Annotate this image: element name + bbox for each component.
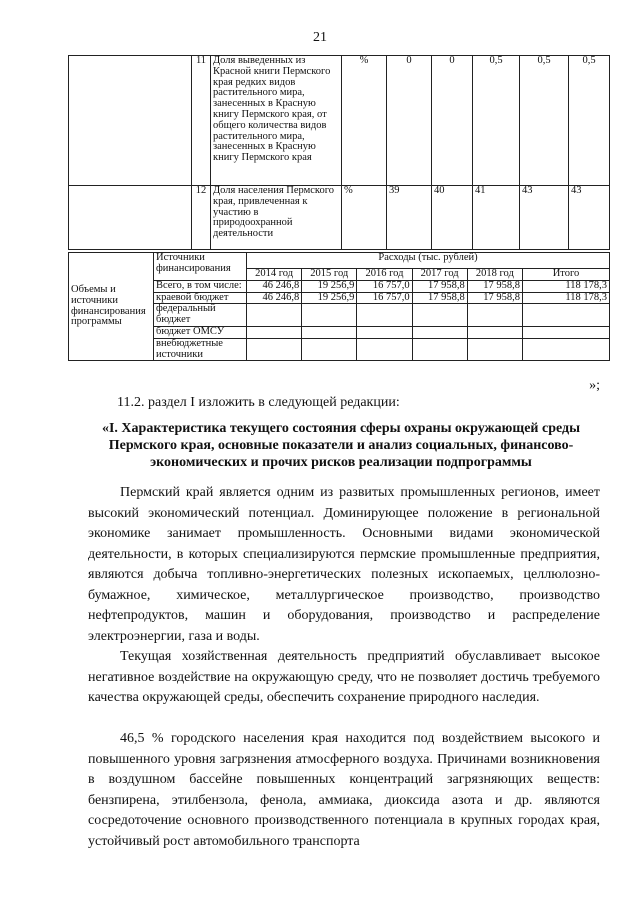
indicator-number: 12 [192,186,211,250]
amount-cell: 17 958,8 [467,292,522,304]
amount-cell [247,338,302,361]
amount-cell [412,326,467,338]
amount-cell: 19 256,9 [302,280,357,292]
closing-quote: »; [589,378,600,393]
amount-cell: 16 757,0 [357,280,412,292]
source-label: Всего, в том числе: [154,280,247,292]
indicator-value: 0,5 [473,56,520,186]
indicator-value: 0 [387,56,432,186]
section-heading: «I. Характеристика текущего состояния сферы охраны окружающей среды Пермского края, основные показатели и анализ социальных, финансово-экономических и прочих рисков реализации подпрограммы [101,421,581,470]
amount-cell [357,338,412,361]
source-label: внебюджетные источники [154,338,247,361]
source-label: краевой бюджет [154,292,247,304]
amount-cell [302,338,357,361]
amount-cell [467,326,522,338]
year-header: 2017 год [412,269,467,281]
sources-header: Источники финансирования [154,253,247,281]
amount-cell [412,338,467,361]
amount-cell [247,326,302,338]
indicator-text: Доля выведенных из Красной книги Пермского края редких видов растительного мира, занесенных в Красную книгу Пермского края, от общего количества видов растительного мира, занесенных в Красную книгу Пермского края [211,56,342,186]
amount-cell [302,326,357,338]
amount-cell [302,304,357,327]
amount-cell [523,338,610,361]
year-header: 2014 год [247,269,302,281]
amount-cell [467,338,522,361]
amount-cell [357,326,412,338]
amount-cell: 118 178,3 [523,292,610,304]
amount-cell [523,304,610,327]
indicator-value: 41 [473,186,520,250]
finance-row-label: Объемы и источники финансирования программы [69,253,154,361]
source-label: федеральный бюджет [154,304,247,327]
amount-cell: 17 958,8 [412,292,467,304]
indicator-unit: % [342,56,387,186]
indicator-value: 0,5 [520,56,569,186]
paragraph: 46,5 % городского населения края находится под воздействием высокого и повышенного уровня загрязнения атмосферного воздуха. Причинами возникновения в воздушном бассейне повышенных концентраций загрязняющих веществ: бензпирена, этилбензола, фенола, аммиака, диоксида азота и др. являются сосредоточение основного производственного потенциала в крупных городах края, устойчивый рост автомобильного транспорта [88,731,600,849]
indicator-number: 11 [192,56,211,186]
table-row [69,186,610,250]
paragraph: Пермский край является одним из развитых промышленных регионов, имеет высокий экономический потенциал. Доминирующее положение в региональной экономике занимает промышленность. Основными видами экономической деятельности, в которых специализируются пермские промышленные предприятия, являются добыча топливно-энергетических полезных ископаемых, целлюлозно-бумажное, химическое, металлургическое производство, производство нефтепродуктов, машин и оборудования, производство и распределение электроэнергии, газа и воды. [88,485,600,644]
year-header: 2016 год [357,269,412,281]
indicator-unit: % [342,186,387,250]
amendment-intro: 11.2. раздел I изложить в следующей редакции: [117,395,400,410]
amount-cell: 46 246,8 [247,292,302,304]
indicator-value: 40 [432,186,473,250]
indicators-table [68,55,610,250]
amount-cell [523,326,610,338]
indicator-value: 39 [387,186,432,250]
indicator-value: 43 [520,186,569,250]
source-label: бюджет ОМСУ [154,326,247,338]
paragraph: Текущая хозяйственная деятельность предприятий обуславливает высокое негативное воздействие на окружающую среду, что не позволяет достичь требуемого качества окружающей среды, обеспечить сохранение природного наследия. [88,649,600,705]
amount-cell [467,304,522,327]
amount-cell: 46 246,8 [247,280,302,292]
indicator-value: 43 [569,186,610,250]
amount-cell: 118 178,3 [523,280,610,292]
page-number: 21 [313,30,327,45]
table-row [69,56,610,186]
amount-cell: 19 256,9 [302,292,357,304]
indicator-text: Доля населения Пермского края, привлеченная к участию в природоохранной деятельности [211,186,342,250]
indicator-value: 0,5 [569,56,610,186]
amount-cell: 16 757,0 [357,292,412,304]
finance-table [68,252,610,361]
year-header: 2018 год [467,269,522,281]
amount-cell [247,304,302,327]
year-header: 2015 год [302,269,357,281]
indicator-value: 0 [432,56,473,186]
amount-cell: 17 958,8 [467,280,522,292]
expenses-header: Расходы (тыс. рублей) [247,253,610,269]
amount-cell [357,304,412,327]
amount-cell [412,304,467,327]
amount-cell: 17 958,8 [412,280,467,292]
total-header: Итого [523,269,610,281]
